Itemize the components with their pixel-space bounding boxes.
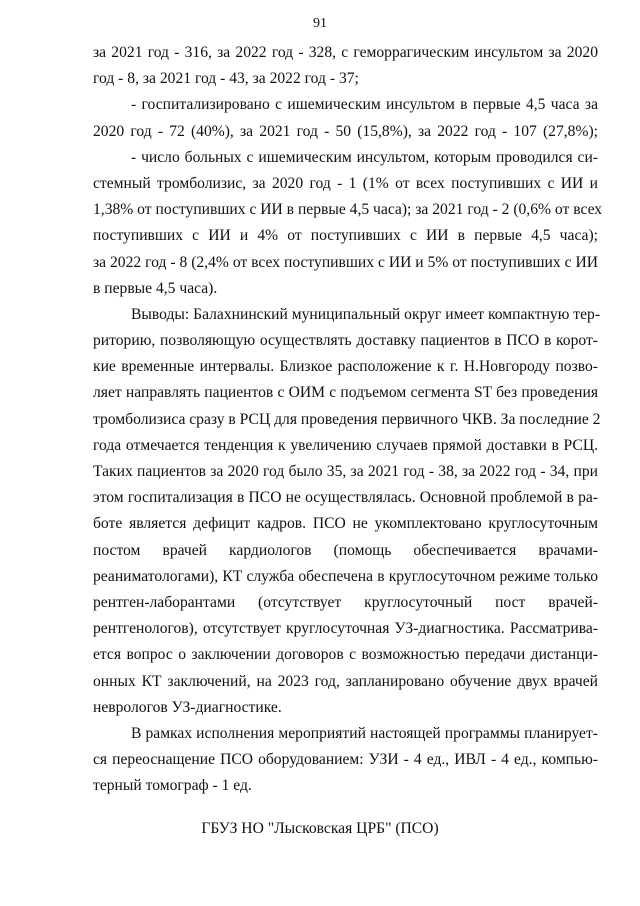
- text-line: онных КТ заключений, на 2023 год, запланировано обучение двух врачей: [93, 672, 598, 690]
- text-line: стемный тромболизис, за 2020 год - 1 (1% от всех поступивших с ИИ и: [93, 174, 598, 192]
- text-line: неврологов УЗ-диагностике.: [93, 698, 282, 716]
- text-line: реаниматологами), КТ служба обеспечена в круглосуточном режиме только: [93, 567, 598, 585]
- text-line: постом врачей кардиологов (помощь обеспечивается врачами-: [93, 541, 598, 559]
- text-line: за 2022 год - 8 (2,4% от всех поступивших с ИИ и 5% от поступивших с ИИ: [93, 253, 598, 271]
- text-line: боте является дефицит кадров. ПСО не укомплектовано круглосуточным: [93, 515, 598, 533]
- text-line: года отмечается тенденция к увеличению случаев прямой доставки в РСЦ.: [93, 436, 598, 454]
- text-line: терный томограф - 1 ед.: [93, 777, 252, 795]
- text-line: за 2021 год - 316, за 2022 год - 328, с геморрагическим инсультом за 2020: [93, 44, 598, 61]
- text-line: этом госпитализация в ПСО не осуществлялась. Основной проблемой в ра-: [93, 489, 598, 507]
- text-line: Таких пациентов за 2020 год было 35, за 2021 год - 38, за 2022 год - 34, при: [93, 463, 598, 480]
- section-heading: ГБУЗ НО "Лысковская ЦРБ" (ПСО): [201, 820, 439, 837]
- text-line: год - 8, за 2021 год - 43, за 2022 год - 37;: [93, 70, 359, 88]
- text-line: риторию, позволяющую осуществлять доставку пациентов в ПСО в корот-: [93, 332, 598, 350]
- text-line: Выводы: Балахнинский муниципальный округ имеет компактную тер-: [131, 305, 601, 323]
- text-line: - число больных с ишемическим инсультом, которым проводился си-: [131, 148, 598, 166]
- text-line: кие временные интервалы. Близкое расположение к г. Н.Новгороду позво-: [93, 358, 598, 376]
- body-text: [93, 40, 603, 799]
- text-line: В рамках исполнения мероприятий настоящей программы планирует-: [131, 724, 598, 742]
- text-line: ляет направлять пациентов с ОИМ с подъемом сегмента ST без проведения: [93, 384, 598, 402]
- text-line: рентгенологов), отсутствует круглосуточная УЗ-диагностика. Рассматрива-: [93, 620, 598, 638]
- text-line: рентген-лаборантами (отсутствует круглосуточный пост врачей-: [93, 593, 598, 611]
- text-line: тромболизиса сразу в РСЦ для проведения первичного ЧКВ. За последние 2: [93, 410, 601, 428]
- text-line: ся переоснащение ПСО оборудованием: УЗИ - 4 ед., ИВЛ - 4 ед., компью-: [93, 751, 598, 769]
- text-line: поступивших с ИИ и 4% от поступивших с ИИ в первые 4,5 часа);: [93, 227, 598, 245]
- page-number: 91: [313, 16, 327, 31]
- text-line: 1,38% от поступивших с ИИ в первые 4,5 часа); за 2021 год - 2 (0,6% от всех: [93, 201, 603, 219]
- text-line: 2020 год - 72 (40%), за 2021 год - 50 (15,8%), за 2022 год - 107 (27,8%);: [93, 122, 598, 140]
- text-line: в первые 4,5 часа).: [93, 279, 218, 297]
- text-line: - госпитализировано с ишемическим инсультом в первые 4,5 часа за: [131, 96, 598, 114]
- text-line: ется вопрос о заключении договоров с возможностью передачи дистанци-: [93, 646, 598, 664]
